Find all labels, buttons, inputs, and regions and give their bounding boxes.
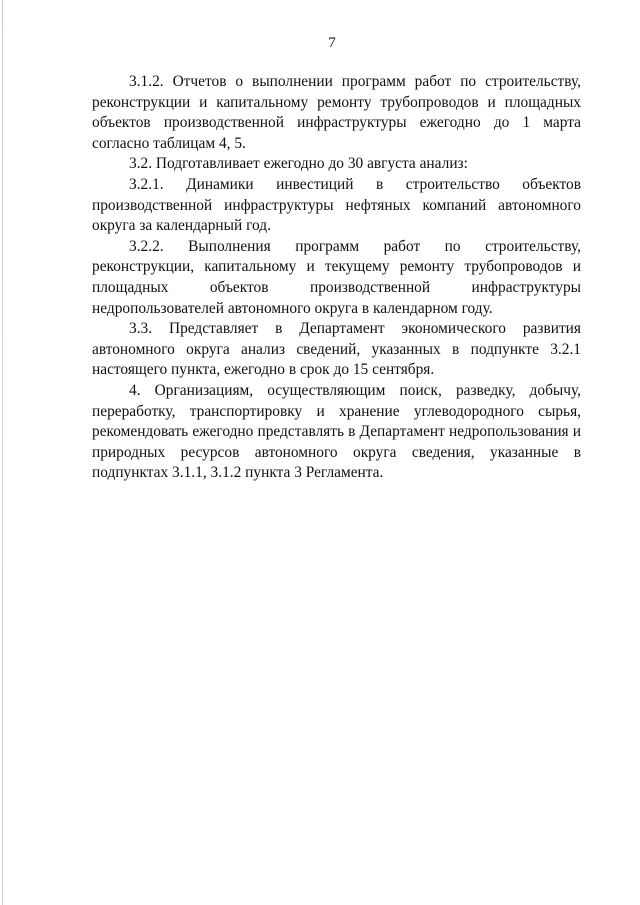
document-body [92,72,581,484]
paragraph-3-2: 3.2. Подготавливает ежегодно до 30 августа анализ: [129,155,468,173]
paragraph-3-2-2: 3.2.2. Выполнения программ работ по строительству, реконструкции, капитальному и текущему ремонту трубопроводов и площадных объектов производственной инфраструктуры недропользователей автономного округа в календарном году. [92,237,581,317]
page-number: 7 [328,35,336,51]
paragraph-3-2-1: 3.2.1. Динамики инвестиций в строительство объектов производственной инфраструктуры нефтяных компаний автономного округа за календарный год. [92,175,581,235]
paragraph-4: 4. Организациям, осуществляющим поиск, разведку, добычу, переработку, транспортировку и хранение углеводородного сырья, рекомендовать ежегодно представлять в Департамент недропользования и природных ресурсов автономного округа сведения, указанные в подпунктах 3.1.1, 3.1.2 пункта 3 Регламента. [92,381,581,482]
paragraph-3-1-2: 3.1.2. Отчетов о выполнении программ работ по строительству, реконструкции и капитальному ремонту трубопроводов и площадных объектов производственной инфраструктуры ежегодно до 1 марта согласно таблицам 4, 5. [92,73,581,152]
scan-edge-line [2,0,3,905]
paragraph-3-3: 3.3. Представляет в Департамент экономического развития автономного округа анализ сведений, указанных в подпункте 3.2.1 настоящего пункта, ежегодно в срок до 15 сентября. [92,320,581,379]
